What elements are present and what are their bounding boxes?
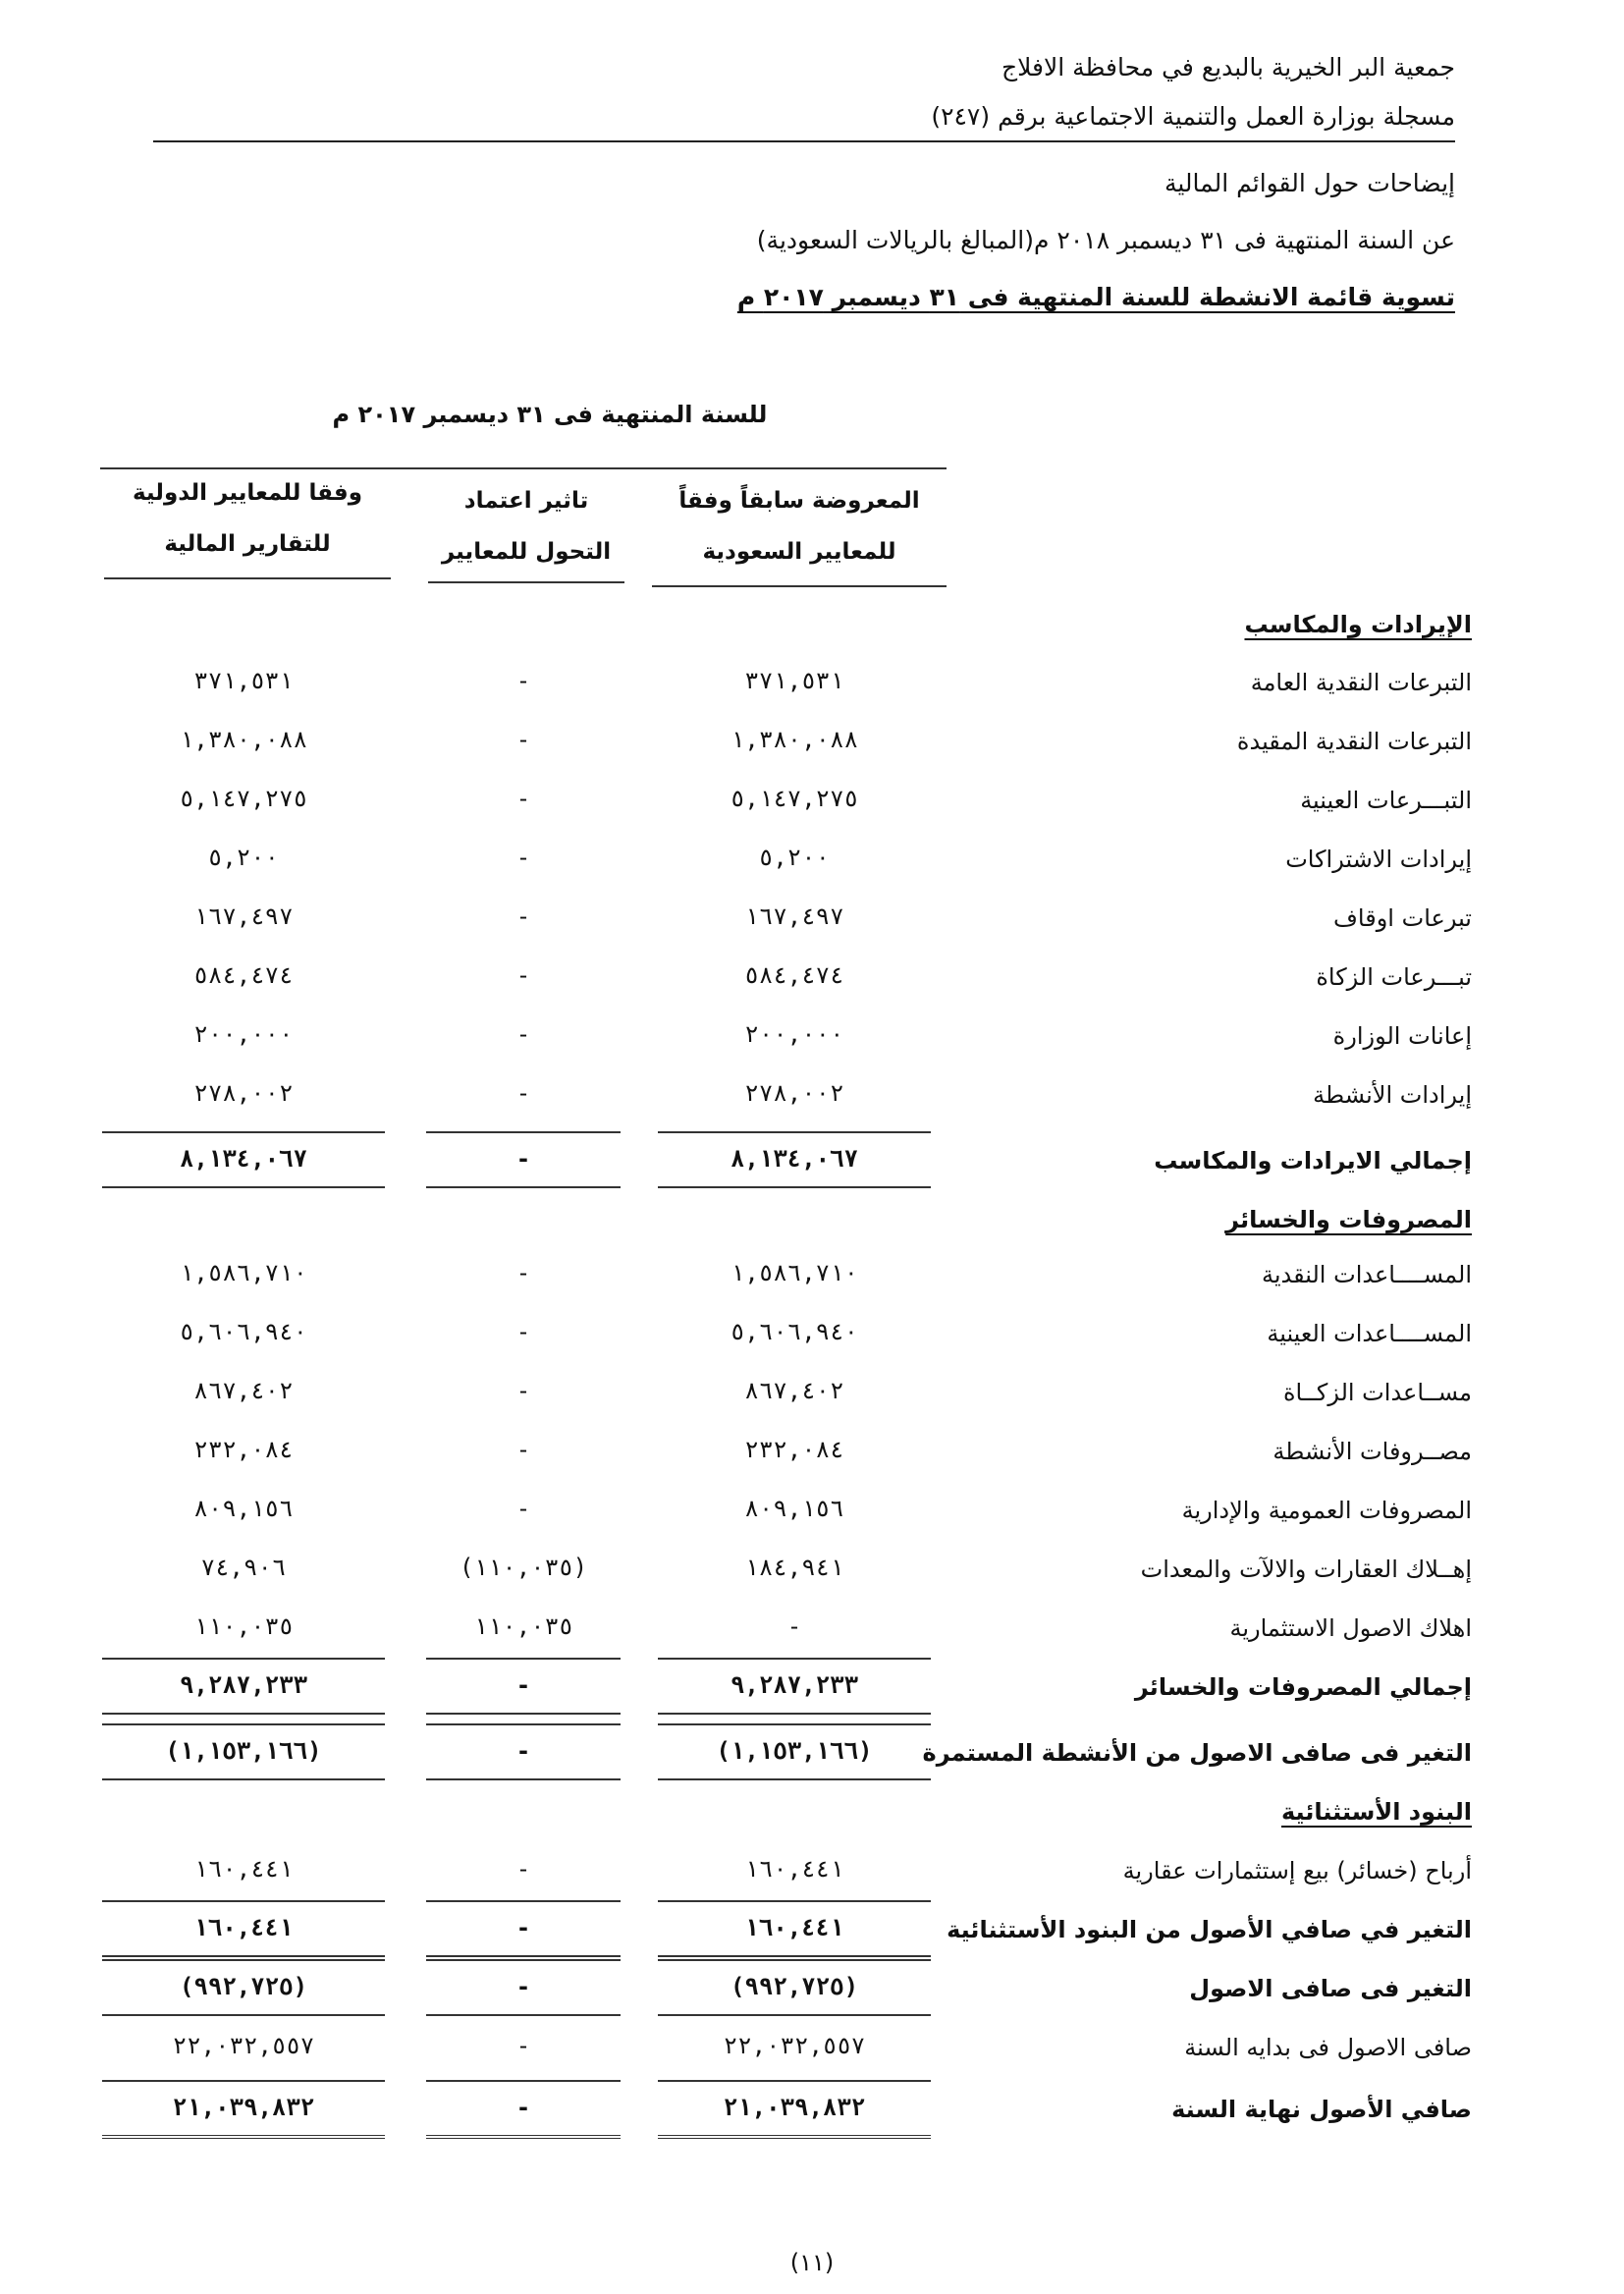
- saudi-value: ٨٦٧,٤٠٢: [744, 1377, 844, 1404]
- ifrs-value: ٢٢,٠٣٢,٥٥٧: [172, 2032, 315, 2059]
- transition-value: -: [515, 1671, 531, 1699]
- table-row: [0, 1014, 1624, 1064]
- row-label: المســــاعدات النقدية: [1261, 1261, 1472, 1288]
- ifrs-value: ٨,١٣٤,٠٦٧: [179, 1145, 308, 1173]
- row-label: المصروفات العمومية والإدارية: [1181, 1497, 1472, 1524]
- subtotal-rule: [426, 2080, 621, 2082]
- table-row: [0, 1489, 1624, 1538]
- subtotal-rule: [426, 1658, 621, 1660]
- row-label: التغير فى صافى الاصول: [1189, 1975, 1472, 2002]
- total-row: [0, 1731, 1624, 1780]
- saudi-value: ٢٧٨,٠٠٢: [744, 1079, 844, 1107]
- transition-value: -: [515, 1436, 531, 1463]
- transition-value: -: [515, 667, 531, 694]
- transition-value: -: [515, 2032, 531, 2059]
- saudi-value: -: [786, 1612, 802, 1640]
- registration-line: مسجلة بوزارة العمل والتنمية الاجتماعية برقم (٢٤٧): [931, 102, 1455, 131]
- ifrs-value: ٢٧٨,٠٠٢: [193, 1079, 294, 1107]
- row-label: التبرعات النقدية العامة: [1250, 669, 1472, 696]
- row-label: البنود الأستثنائية: [1280, 1798, 1472, 1826]
- table-row: [0, 1849, 1624, 1898]
- page-number: (١١): [789, 2249, 835, 2276]
- subtotal-rule: [658, 2080, 931, 2082]
- total-rule: [102, 2014, 385, 2016]
- transition-value: -: [515, 902, 531, 930]
- subtotal-rule: [102, 1959, 385, 1961]
- notes-title: إيضاحات حول القوائم المالية: [1164, 169, 1455, 197]
- row-label: التبرعات النقدية المقيدة: [1236, 728, 1472, 755]
- ifrs-value: ٢١,٠٣٩,٨٣٢: [172, 2094, 315, 2121]
- saudi-value: ١,٣٨٠,٠٨٨: [730, 726, 859, 753]
- row-label: إجمالي الايرادات والمكاسب: [1154, 1147, 1472, 1174]
- row-label: أرباح (خسائر) بيع إستثمارات عقارية: [1122, 1857, 1472, 1884]
- total-rule: [102, 1955, 385, 1957]
- column-header-ifrs-line1: وفقا للمعايير الدولية: [132, 480, 363, 506]
- transition-value: -: [515, 2094, 531, 2121]
- saudi-value: (٩٩٢,٧٢٥): [730, 1973, 859, 2000]
- column-header-ifrs-line2: للتقارير المالية: [164, 531, 331, 557]
- transition-value: -: [515, 1318, 531, 1345]
- subtotal-rule: [102, 1900, 385, 1902]
- total-rule: [658, 1186, 931, 1188]
- row-label: المســــاعدات العينية: [1267, 1320, 1472, 1347]
- row-label: الإيرادات والمكاسب: [1244, 611, 1472, 638]
- ifrs-value: ٩,٢٨٧,٢٣٣: [179, 1671, 308, 1699]
- table-row: [0, 1607, 1624, 1656]
- double-total-rule: [426, 2135, 621, 2139]
- transition-value: -: [515, 844, 531, 871]
- subtotal-rule: [426, 1959, 621, 1961]
- ifrs-value: ١٦٠,٤٤١: [193, 1914, 294, 1941]
- table-row: [0, 838, 1624, 887]
- row-label: صافى الاصول فى بدايه السنة: [1184, 2034, 1472, 2061]
- org-name: جمعية البر الخيرية بالبديع في محافظة الافلاج: [1001, 53, 1455, 82]
- total-rule: [426, 1955, 621, 1957]
- ifrs-value: ١,٥٨٦,٧١٠: [179, 1259, 308, 1286]
- total-rule: [426, 1713, 621, 1715]
- subtotal-rule: [102, 1723, 385, 1725]
- subtotal-rule: [658, 1658, 931, 1660]
- row-label: مســاعدات الزكــاة: [1282, 1379, 1472, 1406]
- saudi-value: ٩,٢٨٧,٢٣٣: [730, 1671, 859, 1699]
- row-label: صافي الأصول نهاية السنة: [1171, 2096, 1472, 2123]
- row-label: إيرادات الاشتراكات: [1285, 846, 1472, 873]
- transition-value: -: [515, 1914, 531, 1941]
- saudi-value: ٨,١٣٤,٠٦٧: [730, 1145, 859, 1173]
- transition-value: ١١٠,٠٣٥: [473, 1612, 573, 1640]
- table-row: [0, 720, 1624, 769]
- ifrs-value: ٣٧١,٥٣١: [193, 667, 294, 694]
- ifrs-value: (١,١٥٣,١٦٦): [165, 1737, 322, 1765]
- period-heading: للسنة المنتهية فى ٣١ ديسمبر ٢٠١٧ م: [332, 401, 768, 428]
- subtotal-rule: [426, 1900, 621, 1902]
- subtotal-rule: [658, 1131, 931, 1133]
- table-row: [0, 1312, 1624, 1361]
- subtotal-rule: [426, 1723, 621, 1725]
- subtotal-rule: [658, 1900, 931, 1902]
- row-label: التغير في صافي الأصول من البنود الأستثنائية: [947, 1916, 1472, 1943]
- ifrs-value: ١١٠,٠٣٥: [193, 1612, 294, 1640]
- double-total-rule: [658, 2135, 931, 2139]
- saudi-value: ١٦٧,٤٩٧: [744, 902, 844, 930]
- total-row: [0, 1139, 1624, 1188]
- total-rule: [658, 1713, 931, 1715]
- table-row: [0, 779, 1624, 828]
- total-rule: [658, 1955, 931, 1957]
- subtotal-rule: [102, 1658, 385, 1660]
- section-header-row: [0, 1198, 1624, 1247]
- double-total-rule: [102, 2135, 385, 2139]
- saudi-value: ١٨٤,٩٤١: [744, 1554, 844, 1581]
- saudi-value: ٥,١٤٧,٢٧٥: [730, 785, 859, 812]
- total-rule: [426, 1186, 621, 1188]
- total-rule: [426, 1778, 621, 1780]
- column-header-saudi-line2: للمعايير السعودية: [702, 539, 896, 565]
- transition-value: -: [515, 726, 531, 753]
- period-line: عن السنة المنتهية فى ٣١ ديسمبر ٢٠١٨ م(المبالغ بالريالات السعودية): [756, 226, 1455, 254]
- ifrs-value: ١,٣٨٠,٠٨٨: [179, 726, 308, 753]
- transition-value: -: [515, 1259, 531, 1286]
- ifrs-value: ٥,٢٠٠: [207, 844, 280, 871]
- row-label: تبـــرعات الزكاة: [1316, 963, 1472, 991]
- ifrs-value: ١٦٧,٤٩٧: [193, 902, 294, 930]
- subtotal-rule: [102, 1131, 385, 1133]
- ifrs-value: ١٦٠,٤٤١: [193, 1855, 294, 1883]
- row-label: مصــروفات الأنشطة: [1272, 1438, 1472, 1465]
- transition-value: -: [515, 1737, 531, 1765]
- ifrs-value: ٨٦٧,٤٠٢: [193, 1377, 294, 1404]
- ifrs-value: ٥,١٤٧,٢٧٥: [179, 785, 308, 812]
- transition-value: -: [515, 1495, 531, 1522]
- transition-value: (١١٠,٠٣٥): [459, 1554, 588, 1581]
- transition-value: -: [515, 1855, 531, 1883]
- saudi-value: ٨٠٩,١٥٦: [744, 1495, 844, 1522]
- transition-value: -: [515, 785, 531, 812]
- ifrs-value: ٥,٦٠٦,٩٤٠: [179, 1318, 308, 1345]
- row-label: تبرعات اوقاف: [1333, 904, 1472, 932]
- table-row: [0, 956, 1624, 1005]
- transition-value: -: [515, 1145, 531, 1173]
- total-rule: [102, 1778, 385, 1780]
- row-label: اهلاك الاصول الاستثمارية: [1229, 1614, 1472, 1642]
- row-label: المصروفات والخسائر: [1225, 1206, 1472, 1233]
- saudi-value: ٢٠٠,٠٠٠: [744, 1020, 844, 1048]
- saudi-value: ٢١,٠٣٩,٨٣٢: [723, 2094, 866, 2121]
- saudi-value: ١,٥٨٦,٧١٠: [730, 1259, 859, 1286]
- transition-value: -: [515, 961, 531, 989]
- total-row: [0, 1908, 1624, 1957]
- saudi-value: ٥٨٤,٤٧٤: [744, 961, 844, 989]
- total-rule: [102, 1186, 385, 1188]
- saudi-value: (١,١٥٣,١٦٦): [716, 1737, 873, 1765]
- section-header-row: [0, 603, 1624, 652]
- transition-value: -: [515, 1377, 531, 1404]
- total-rule: [426, 2014, 621, 2016]
- table-row: [0, 1548, 1624, 1597]
- ifrs-value: (٩٩٢,٧٢٥): [179, 1973, 308, 2000]
- transition-value: -: [515, 1079, 531, 1107]
- row-label: التغير فى صافى الاصول من الأنشطة المستمرة: [922, 1739, 1472, 1767]
- total-row: [0, 1666, 1624, 1715]
- subtotal-rule: [658, 1723, 931, 1725]
- column-header-transition-line2: التحول للمعايير: [441, 539, 612, 565]
- total-rule: [102, 1713, 385, 1715]
- row-label: إعانات الوزارة: [1332, 1022, 1472, 1050]
- table-row: [0, 1253, 1624, 1302]
- table-row: [0, 1430, 1624, 1479]
- saudi-value: ١٦٠,٤٤١: [744, 1855, 844, 1883]
- ifrs-value: ٨٠٩,١٥٦: [193, 1495, 294, 1522]
- row-label: التبـــرعات العينية: [1300, 787, 1472, 814]
- saudi-value: ٢٢,٠٣٢,٥٥٧: [723, 2032, 866, 2059]
- table-row: [0, 2026, 1624, 2075]
- total-rule: [658, 2014, 931, 2016]
- total-row: [0, 1967, 1624, 2016]
- transition-value: -: [515, 1973, 531, 2000]
- column-header-saudi-line1: المعروضة سابقاً وفقاً: [678, 488, 920, 514]
- row-label: إيرادات الأنشطة: [1313, 1081, 1472, 1109]
- ifrs-value: ٢٣٢,٠٨٤: [193, 1436, 294, 1463]
- saudi-value: ٥,٦٠٦,٩٤٠: [730, 1318, 859, 1345]
- table-row: [0, 661, 1624, 710]
- section-header-row: [0, 1790, 1624, 1839]
- subtotal-rule: [658, 1959, 931, 1961]
- subtotal-rule: [102, 2080, 385, 2082]
- saudi-value: ١٦٠,٤٤١: [744, 1914, 844, 1941]
- row-label: إهــلاك العقارات والالآت والمعدات: [1140, 1556, 1472, 1583]
- row-label: إجمالي المصروفات والخسائر: [1134, 1673, 1472, 1701]
- column-header-transition-line1: تاثير اعتماد: [463, 488, 589, 514]
- transition-value: -: [515, 1020, 531, 1048]
- saudi-value: ٣٧١,٥٣١: [744, 667, 844, 694]
- ifrs-value: ٥٨٤,٤٧٤: [193, 961, 294, 989]
- saudi-value: ٢٣٢,٠٨٤: [744, 1436, 844, 1463]
- table-row: [0, 1073, 1624, 1122]
- ifrs-value: ٢٠٠,٠٠٠: [193, 1020, 294, 1048]
- saudi-value: ٥,٢٠٠: [758, 844, 831, 871]
- statement-title: تسوية قائمة الانشطة للسنة المنتهية فى ٣١ ديسمبر ٢٠١٧ م: [736, 283, 1455, 311]
- total-row: [0, 2088, 1624, 2137]
- ifrs-value: ٧٤,٩٠٦: [200, 1554, 287, 1581]
- table-row: [0, 897, 1624, 946]
- total-rule: [658, 1778, 931, 1780]
- table-row: [0, 1371, 1624, 1420]
- subtotal-rule: [426, 1131, 621, 1133]
